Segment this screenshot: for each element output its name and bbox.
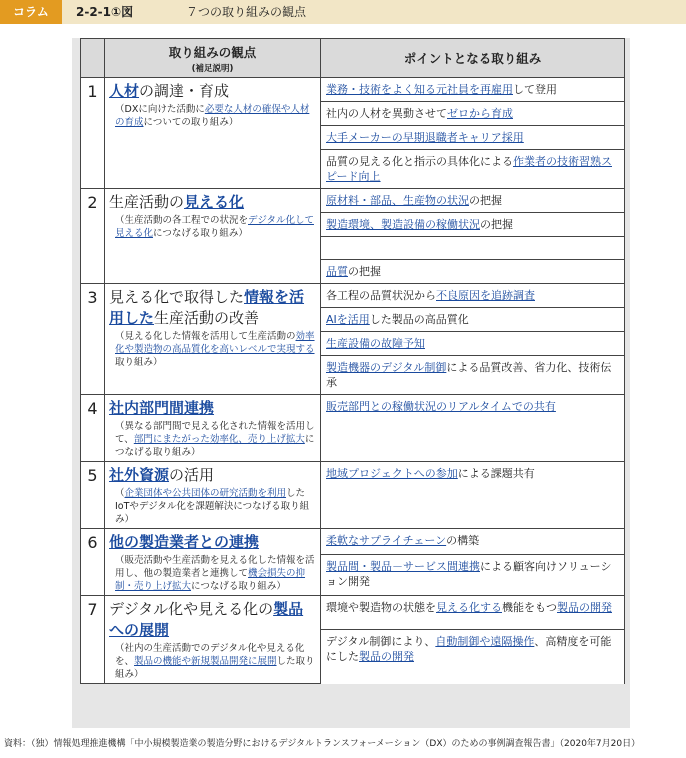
table-row <box>81 78 625 102</box>
highlighted-text: 製品への展開 <box>109 600 304 639</box>
text-run: （社内の生産活動でのデジタル化や見える化を、 <box>115 643 305 667</box>
header-points-cell <box>321 39 625 78</box>
row-number: 1 <box>81 78 105 189</box>
text-run: の活用 <box>169 466 215 484</box>
text-run: による顧客向けソリューション開発 <box>326 559 612 588</box>
viewpoint-cell <box>105 395 321 462</box>
text-run: した取り組み） <box>115 656 315 680</box>
text-run: の構築 <box>446 534 480 547</box>
viewpoint-note <box>115 103 316 129</box>
row-number: 2 <box>81 189 105 284</box>
point-item <box>321 529 625 555</box>
highlighted-text: 製造機器のデジタル制御 <box>326 361 447 374</box>
text-run: につなげる取り組み） <box>191 581 286 592</box>
text-run: した製品の高品質化 <box>369 313 469 326</box>
point-item <box>321 284 625 308</box>
text-run: （販売活動や生産活動を見える化した情報を活用し、他の製造業者と連携して <box>115 555 315 579</box>
viewpoint-note <box>115 554 316 593</box>
viewpoint-cell <box>105 596 321 684</box>
point-item <box>321 237 625 260</box>
point-item <box>321 78 625 102</box>
viewpoint-title <box>109 599 316 641</box>
row-number: 3 <box>81 284 105 395</box>
highlighted-text: 原材料・部品、生産物の状況 <box>326 194 469 207</box>
text-run: デジタル制御により、 <box>326 634 436 648</box>
figure-title: ７つの取り組みの観点 <box>186 5 307 19</box>
header-view-label: 取り組みの観点 <box>168 44 257 60</box>
highlighted-text: 製品の開発 <box>557 601 612 614</box>
column-tag: コラム <box>0 0 62 24</box>
highlighted-text: 部門にまたがった効率化、売り上げ拡大 <box>133 434 305 445</box>
text-run: （生産活動の各工程での状況を <box>115 215 249 226</box>
highlighted-text: 人材 <box>109 82 140 100</box>
viewpoint-title <box>109 287 316 329</box>
viewpoint-title <box>109 398 316 419</box>
viewpoint-note <box>115 487 316 526</box>
point-item <box>321 189 625 213</box>
highlighted-text: 自動制御や遠隔操作 <box>435 634 535 648</box>
point-item <box>321 554 625 595</box>
highlighted-text: 効率化や製造物の高品質化を高いレベルで実現する <box>115 331 315 355</box>
viewpoint-cell <box>105 284 321 395</box>
text-run: したIoTやデジタル化を課題解決につなげる取り組み） <box>115 488 310 525</box>
highlighted-text: 必要な人材の確保や人材の育成 <box>115 104 310 128</box>
viewpoint-note <box>115 330 316 369</box>
text-run: についての取り組み） <box>143 117 239 128</box>
point-item <box>321 102 625 126</box>
table-row <box>81 462 625 529</box>
viewpoint-title <box>109 192 316 213</box>
header-view-cell <box>105 39 321 78</box>
text-run: （異なる部門間で見える化された情報を活用して、 <box>115 421 315 445</box>
highlighted-text: ゼロから育成 <box>447 107 513 120</box>
viewpoint-cell <box>105 462 321 529</box>
viewpoint-note <box>115 214 316 240</box>
point-item <box>321 462 625 529</box>
highlighted-text: 製品の機能や新規製品開発に展開 <box>134 656 277 667</box>
highlighted-text: 販売部門との稼働状況のリアルタイムでの共有 <box>326 400 556 413</box>
highlighted-text: 地域プロジェクトへの参加 <box>326 467 458 480</box>
point-item <box>321 126 625 150</box>
viewpoint-title <box>109 465 316 486</box>
highlighted-text: 柔軟なサプライチェーン <box>326 534 447 547</box>
highlighted-text: 情報を活用した <box>109 288 305 327</box>
viewpoint-cell <box>105 189 321 284</box>
highlighted-text: デジタル化して見える化 <box>115 215 314 239</box>
viewpoint-note <box>115 420 316 459</box>
row-number: 7 <box>81 596 105 684</box>
point-item <box>321 356 625 395</box>
text-run: 各工程の品質状況から <box>326 289 436 302</box>
text-run: の把握 <box>348 265 381 278</box>
viewpoints-table <box>80 38 625 684</box>
row-number: 6 <box>81 529 105 596</box>
viewpoint-title <box>109 532 316 553</box>
table-row <box>81 284 625 308</box>
point-item <box>321 395 625 462</box>
highlighted-text: AIを活用 <box>326 313 370 326</box>
highlighted-text: 社外資源 <box>109 466 170 484</box>
source-note: 資料：（独）情報処理推進機構「中小規模製造業の製造分野におけるデジタルトランスフォーメーション（DX）のための事例調査報告書」（2020年7月20日） <box>4 739 641 749</box>
text-run: （見える化した情報を活用して生産活動の <box>115 331 296 342</box>
header-points-label: ポイントとなる取り組み <box>403 51 542 66</box>
row-number: 5 <box>81 462 105 529</box>
highlighted-text: 作業者の技術習熟スピード向上 <box>326 155 612 183</box>
highlighted-text: 企業団体や公共団体の研究活動を利用 <box>124 488 287 499</box>
point-item <box>321 308 625 332</box>
text-run: 社内の人材を異動させて <box>326 107 447 120</box>
viewpoint-cell <box>105 78 321 189</box>
text-run: の把握 <box>480 218 513 231</box>
viewpoint-note <box>115 642 316 681</box>
text-run: して登用 <box>513 83 557 96</box>
text-run: 生産活動の <box>109 193 185 211</box>
viewpoint-cell <box>105 529 321 596</box>
table-row <box>81 395 625 462</box>
figure-number: 2-2-1①図 <box>76 5 134 19</box>
text-run: デジタル化や見える化の <box>109 600 274 618</box>
highlighted-text: 製造環境、製造設備の稼働状況 <box>326 218 480 231</box>
table-header-row <box>81 39 625 78</box>
row-number: 4 <box>81 395 105 462</box>
highlighted-text: 見える化する <box>436 601 502 614</box>
text-run: （ <box>115 488 125 499</box>
point-item <box>321 213 625 237</box>
table-row <box>81 596 625 630</box>
highlighted-text: 他の製造業者との連携 <box>109 533 260 551</box>
highlighted-text: 社内部門間連携 <box>109 399 215 417</box>
text-run: による品質改善、省力化、技術伝承 <box>326 361 612 389</box>
highlighted-text: 生産設備の故障予知 <box>326 337 425 350</box>
text-run: 見える化で取得した <box>109 288 245 306</box>
column-header <box>0 0 686 24</box>
highlighted-text: 不良原因を追跡調査 <box>436 289 535 302</box>
table-row <box>81 529 625 555</box>
text-run: による課題共有 <box>457 467 535 480</box>
header-view-sublabel: (補足説明) <box>191 63 234 74</box>
highlighted-text: 見える化 <box>184 193 245 211</box>
point-item <box>321 150 625 189</box>
highlighted-text: 製品の開発 <box>359 649 414 663</box>
point-item <box>321 332 625 356</box>
point-item <box>321 629 625 683</box>
text-run: 環境や製造物の状態を <box>326 601 436 614</box>
highlighted-text: 機会損失の抑制・売り上げ拡大 <box>115 568 306 592</box>
viewpoint-title <box>109 81 316 102</box>
text-run: につなげる取り組み） <box>153 228 248 239</box>
point-item <box>321 260 625 284</box>
table-row <box>81 189 625 213</box>
text-run: （DXに向けた活動に <box>115 104 205 115</box>
text-run: 品質の見える化と指示の具体化による <box>326 155 513 168</box>
text-run: 取り組み） <box>115 357 163 368</box>
text-run: 機能をもつ <box>502 601 557 614</box>
text-run: の調達・育成 <box>139 82 230 100</box>
highlighted-text: 業務・技術をよく知る元社員を再雇用 <box>326 83 513 96</box>
highlighted-text: 品質 <box>326 265 348 278</box>
header-num-cell <box>81 39 105 78</box>
text-run: につなげる取り組み） <box>115 434 315 458</box>
point-item <box>321 596 625 630</box>
highlighted-text: 大手メーカーの早期退職者キャリア採用 <box>326 131 524 144</box>
highlighted-text: 製品間・製品－サービス間連携 <box>326 559 480 573</box>
text-run: 生産活動の改善 <box>154 309 260 327</box>
text-run: 、高精度を可能にした <box>326 634 612 663</box>
text-run: の把握 <box>469 194 502 207</box>
